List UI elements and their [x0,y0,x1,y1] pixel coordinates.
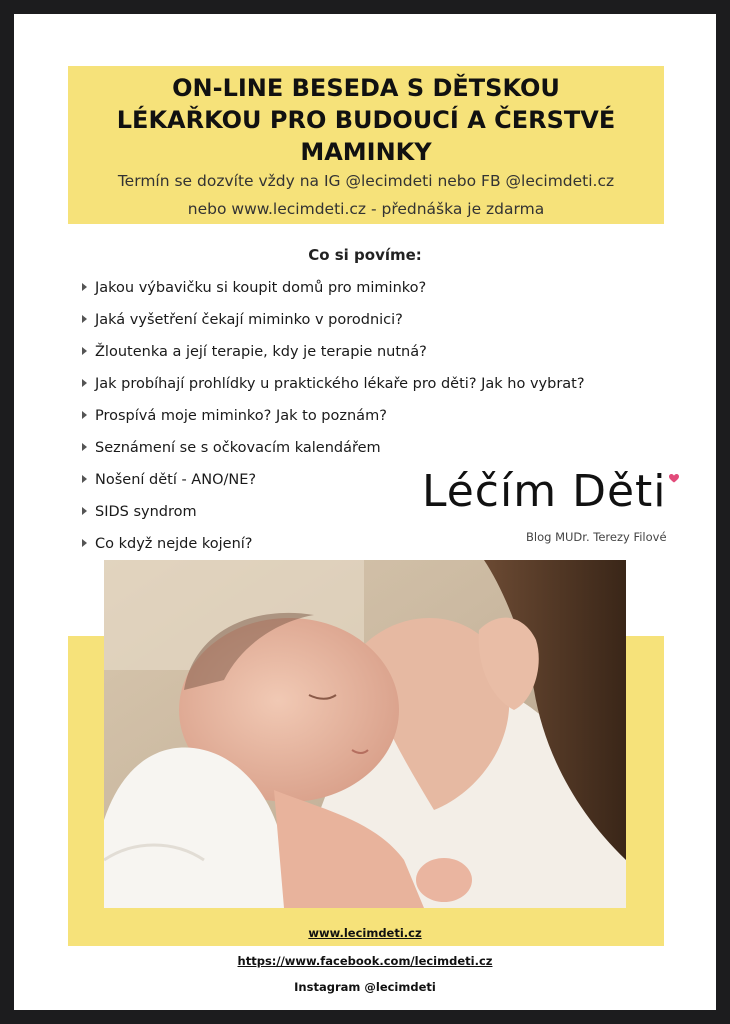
topic-item [82,400,585,432]
topic-item [82,432,585,464]
subtitle-line-website: nebo www.lecimdeti.cz - přednáška je zdarma [187,200,545,218]
topic-text: SIDS syndrom [95,504,197,520]
brand-logo [422,466,692,546]
section-title: Co si povíme: [308,246,422,264]
topic-text: Prospívá moje miminko? Jak to poznám? [95,408,387,424]
poster-page [14,14,716,1010]
triangle-bullet-icon [82,379,87,387]
triangle-bullet-icon [82,347,87,355]
title-line: LÉKAŘKOU PRO BUDOUCÍ A ČERSTVÉ [116,106,616,134]
heart-icon [669,474,679,483]
topic-text: Jaká vyšetření čekají miminko v porodnici? [95,312,403,328]
triangle-bullet-icon [82,539,87,547]
instagram-handle: Instagram @lecimdeti [294,980,436,994]
triangle-bullet-icon [82,507,87,515]
mother-baby-photo [104,560,626,908]
triangle-bullet-icon [82,443,87,451]
logo-wordmark: Léčím Děti [422,466,667,517]
topic-text: Žloutenka a její terapie, kdy je terapie nutná? [95,344,427,360]
triangle-bullet-icon [82,411,87,419]
topic-text: Seznámení se s očkovacím kalendářem [95,440,381,456]
title-line: MAMINKY [300,138,432,166]
website-link[interactable]: www.lecimdeti.cz [308,926,422,940]
subtitle-line-schedule: Termín se dozvíte vždy na IG @lecimdeti nebo FB @lecimdeti.cz [117,172,615,190]
topic-text: Jakou výbavičku si koupit domů pro miminko? [95,280,427,296]
logo-tagline: Blog MUDr. Terezy Filové [526,530,667,544]
topic-item [82,368,585,400]
triangle-bullet-icon [82,475,87,483]
triangle-bullet-icon [82,315,87,323]
topic-item [82,272,585,304]
topic-text: Nošení dětí - ANO/NE? [95,472,257,488]
topic-text: Jak probíhají prohlídky u praktického lékaře pro děti? Jak ho vybrat? [95,376,585,392]
topic-text: Co když nejde kojení? [95,536,253,552]
topic-item [82,336,585,368]
poster-title [68,72,664,168]
facebook-link[interactable]: https://www.facebook.com/lecimdeti.cz [237,954,493,968]
triangle-bullet-icon [82,283,87,291]
topic-item [82,304,585,336]
title-line: ON-LINE BESEDA S DĚTSKOU [172,74,560,102]
